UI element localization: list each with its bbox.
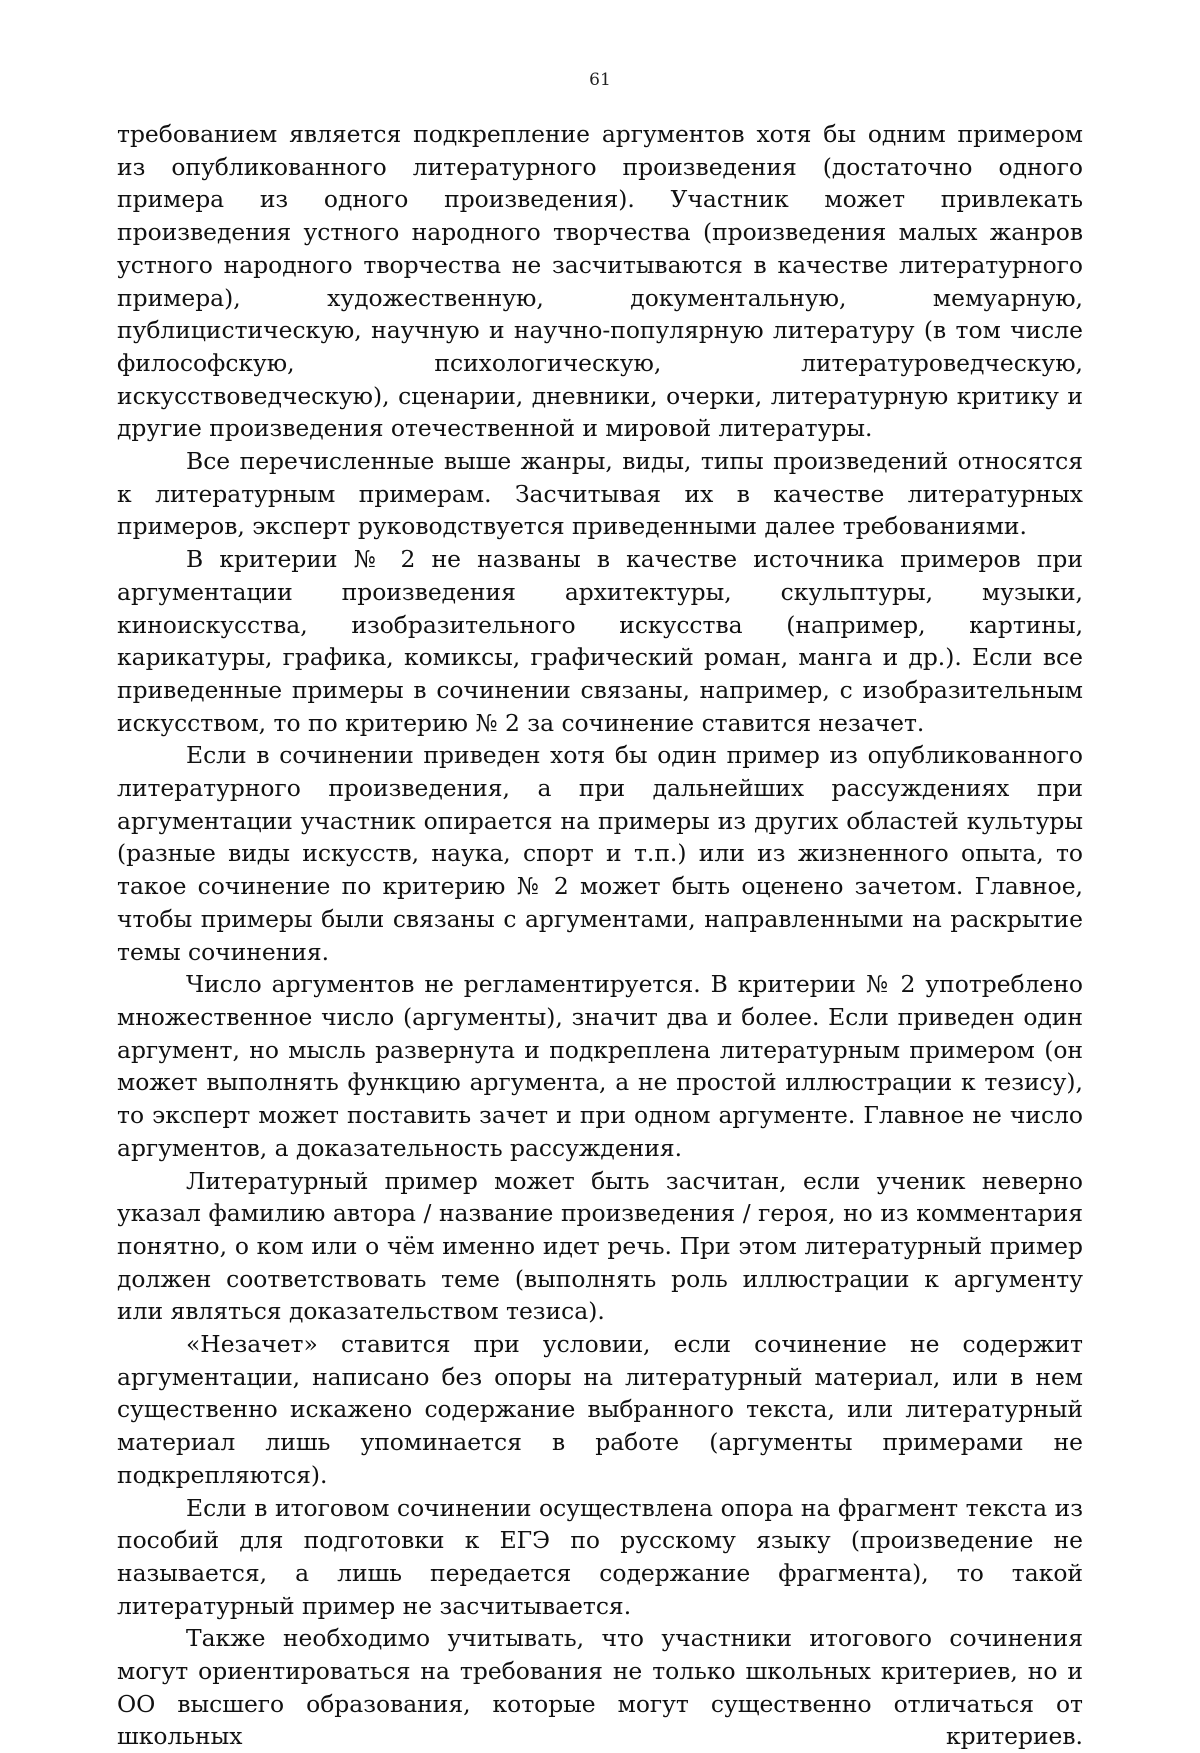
page-number: 61 bbox=[589, 70, 611, 90]
paragraph: Число аргументов не регламентируется. В критерии № 2 употреблено множественное число (аргументы), значит два и более. Если приведен один аргумент, но мысль развернута и подкреплена литературным примером (он может выполнять функцию аргумента, а не простой иллюстрации к тезису), то эксперт может поставить зачет и при одном аргументе. Главное не число аргументов, а доказательность рассуждения. bbox=[117, 970, 1083, 1162]
paragraph: Литературный пример может быть засчитан, если ученик неверно указал фамилию автора / название произведения / героя, но из комментария понятно, о ком или о чём именно идет речь. При этом литературный пример должен соответствовать теме (выполнять роль иллюстрации к аргументу или являться доказательством тезиса). bbox=[117, 1166, 1083, 1326]
paragraph: Если в итоговом сочинении осуществлена опора на фрагмент текста из пособий для подготовки к ЕГЭ по русскому языку (произведение не называется, а лишь передается содержание фрагмента), то такой литературный пример не засчитывается. bbox=[117, 1493, 1083, 1620]
paragraph: Также необходимо учитывать, что участники итогового сочинения могут ориентироваться на требования не только школьных критериев, но и ОО высшего образования, которые могут существенно отличаться от школьных критериев. bbox=[117, 1624, 1083, 1751]
paragraph: Если в сочинении приведен хотя бы один пример из опубликованного литературного произведения, а при дальнейших рассуждениях при аргументации участник опирается на примеры из других областей культуры (разные виды искусств, наука, спорт и т.п.) или из жизненного опыта, то такое сочинение по критерию № 2 может быть оценено зачетом. Главное, чтобы примеры были связаны с аргументами, направленными на раскрытие темы сочинения. bbox=[117, 741, 1083, 966]
paragraph: В критерии № 2 не названы в качестве источника примеров при аргументации произведения архитектуры, скульптуры, музыки, киноискусства, изобразительного искусства (например, картины, карикатуры, графика, комиксы, графический роман, манга и др.). Если все приведенные примеры в сочинении связаны, например, с изобразительным искусством, то по критерию № 2 за сочинение ставится незачет. bbox=[117, 545, 1083, 737]
paragraph-continuation: требованием является подкрепление аргументов хотя бы одним примером из опубликованного литературного произведения (достаточно одного примера из одного произведения). Участник может привлекать произведения устного народного творчества (произведения малых жанров устного народного творчества не засчитываются в качестве литературного примера), художественную, документальную, мемуарную, публицистическую, научную и научно-популярную литературу (в том числе философскую, психологическую, литературоведческую, искусствоведческую), сценарии, дневники, очерки, литературную критику и другие произведения отечественной и мировой литературы. bbox=[117, 120, 1083, 443]
paragraph: Все перечисленные выше жанры, виды, типы произведений относятся к литературным примерам. Засчитывая их в качестве литературных примеров, эксперт руководствуется приведенными далее требованиями. bbox=[117, 447, 1083, 541]
paragraph: «Незачет» ставится при условии, если сочинение не содержит аргументации, написано без опоры на литературный материал, или в нем существенно искажено содержание выбранного текста, или литературный материал лишь упоминается в работе (аргументы примерами не подкрепляются). bbox=[117, 1330, 1083, 1489]
document-body bbox=[117, 118, 1083, 1753]
